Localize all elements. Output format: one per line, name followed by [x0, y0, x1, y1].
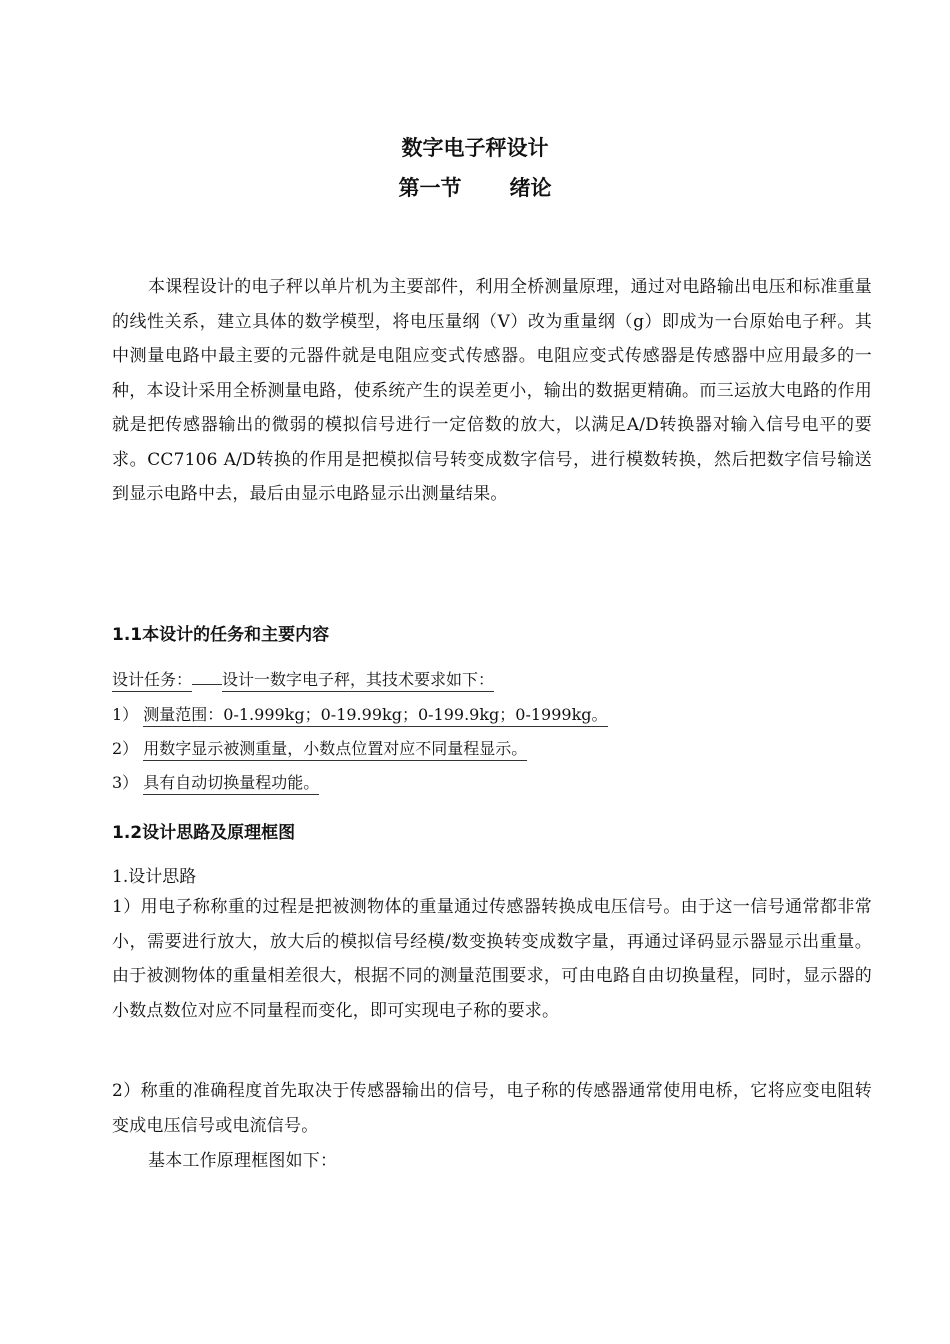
- requirement-1: [112, 702, 608, 725]
- heading-1-1: 1.1本设计的任务和主要内容: [112, 625, 330, 645]
- idea-paragraph-2: 2）称重的准确程度首先取决于传感器输出的信号，电子称的传感器通常使用电桥，它将应变电阻转变成电压信号或电流信号。: [112, 1081, 872, 1136]
- req3-number: 3）: [112, 773, 139, 792]
- intro-paragraph: 本课程设计的电子秤以单片机为主要部件，利用全桥测量原理，通过对电路输出电压和标准重量的线性关系，建立具体的数学模型，将电压量纲（V）改为重量纲（g）即成为一台原始电子秤。其中测量电路中最主要的元器件就是电阻应变式传感器。电阻应变式传感器是传感器中应用最多的一种，本设计采用全桥测量电路，使系统产生的误差更小，输出的数据更精确。而三运放大电路的作用就是把传感器输出的微弱的模拟信号进行一定倍数的放大，以满足A/D转换器对输入信号电平的要求。CC7106 A/D转换的作用是把模拟信号转变成数字信号，进行模数转换，然后把数字信号输送到显示电路中去，最后由显示电路显示出测量结果。: [112, 277, 872, 504]
- idea-heading: 1.设计思路: [112, 867, 197, 887]
- idea-paragraph-1: 1）用电子称称重的过程是把被测物体的重量通过传感器转换成电压信号。由于这一信号通常都非常小，需要进行放大，放大后的模拟信号经模/数变换转变成数字量，再通过译码显示器显示出重量。由于被测物体的重量相差很大，根据不同的测量范围要求，可由电路自由切换量程，同时，显示器的小数点数位对应不同量程而变化，即可实现电子称的要求。: [112, 897, 872, 1021]
- req2-number: 2）: [112, 739, 139, 758]
- req2-text: 用数字显示被测重量，小数点位置对应不同量程显示。: [143, 739, 527, 761]
- requirement-2: [112, 736, 527, 759]
- req1-number: 1）: [112, 705, 139, 724]
- task-line: [112, 667, 494, 690]
- section-title: [0, 172, 950, 202]
- req1-text: 测量范围：0-1.999kg；0-19.99kg；0-199.9kg；0-1999kg。: [143, 705, 607, 727]
- heading-1-2: 1.2设计思路及原理框图: [112, 823, 296, 843]
- section-label: 第一节: [398, 176, 462, 200]
- section-name: 绪论: [509, 176, 552, 200]
- task-text: 设计一数字电子秤，其技术要求如下：: [222, 670, 494, 692]
- diagram-intro: 基本工作原理框图如下：: [148, 1151, 338, 1171]
- document-title: 数字电子秤设计: [401, 136, 549, 160]
- requirement-3: [112, 770, 319, 793]
- task-label: 设计任务：: [112, 670, 192, 692]
- req3-text: 具有自动切换量程功能。: [143, 773, 319, 795]
